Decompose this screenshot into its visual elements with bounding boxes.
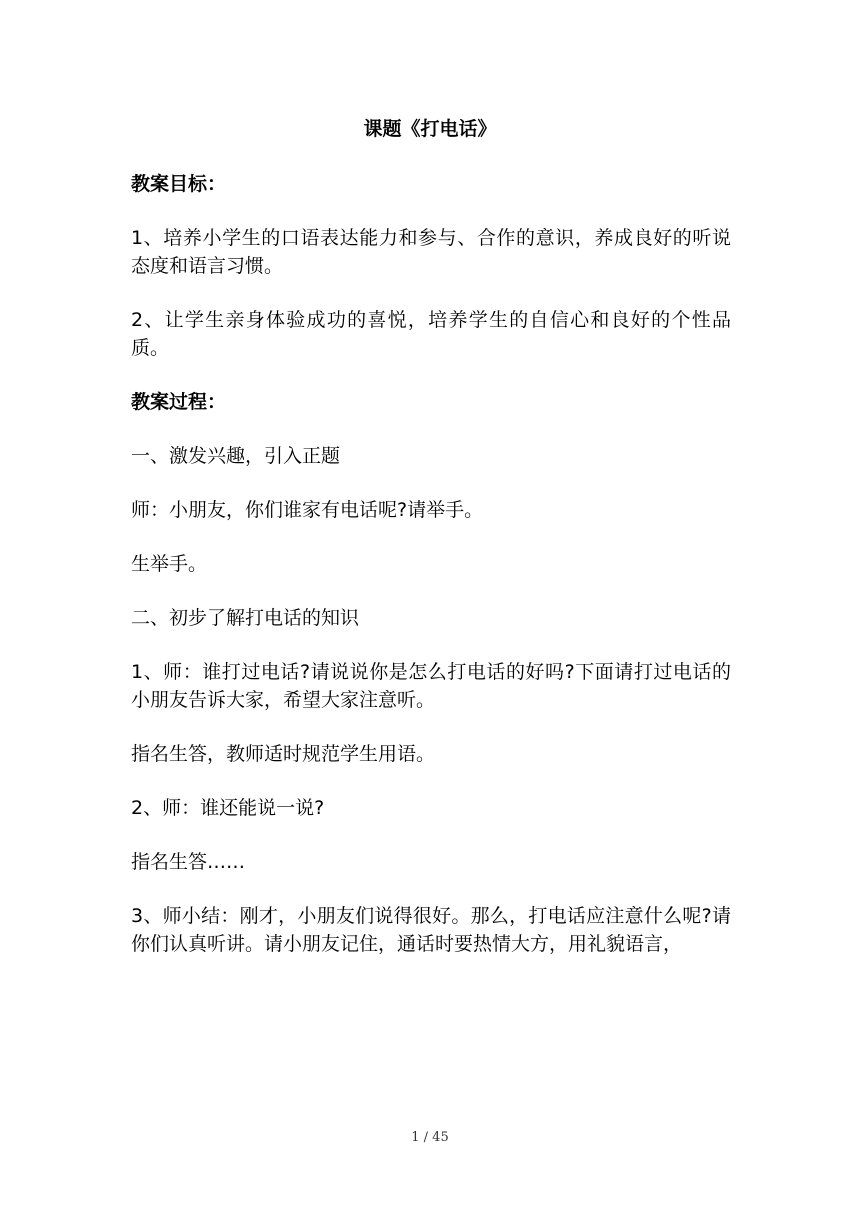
paragraph-item-2: 2、师：谁还能说一说? <box>131 797 325 819</box>
page-title: 课题《打电话》 <box>363 118 497 140</box>
paragraph-step-2-heading: 二、初步了解打电话的知识 <box>131 607 360 629</box>
section-heading-process: 教案过程： <box>131 391 227 413</box>
paragraph-item-3: 3、师小结：刚才，小朋友们说得很好。那么，打电话应注意什么呢?请你们认真听讲。请小朋友记住，通话时要热情大方，用礼貌语言， <box>131 905 731 955</box>
page-number: 1 / 45 <box>411 1130 449 1145</box>
paragraph-step-1-heading: 一、激发兴趣，引入正题 <box>131 445 341 467</box>
paragraph-students-answer: 指名生答，教师适时规范学生用语。 <box>131 743 436 765</box>
paragraph-item-1: 1、师：谁打过电话?请说说你是怎么打电话的好吗?下面请打过电话的小朋友告诉大家，希望大家注意听。 <box>131 661 731 711</box>
paragraph-goal-2: 2、让学生亲身体验成功的喜悦，培养学生的自信心和良好的个性品质。 <box>131 309 731 359</box>
paragraph-teacher-question: 师：小朋友，你们谁家有电话呢?请举手。 <box>131 499 484 521</box>
section-heading-goals: 教案目标： <box>131 173 227 195</box>
document-body <box>131 170 731 984</box>
paragraph-students-raise-hands: 生举手。 <box>131 553 208 575</box>
paragraph-goal-1: 1、培养小学生的口语表达能力和参与、合作的意识，养成良好的听说态度和语言习惯。 <box>131 227 731 277</box>
paragraph-students-answer-2: 指名生答…… <box>131 851 246 873</box>
